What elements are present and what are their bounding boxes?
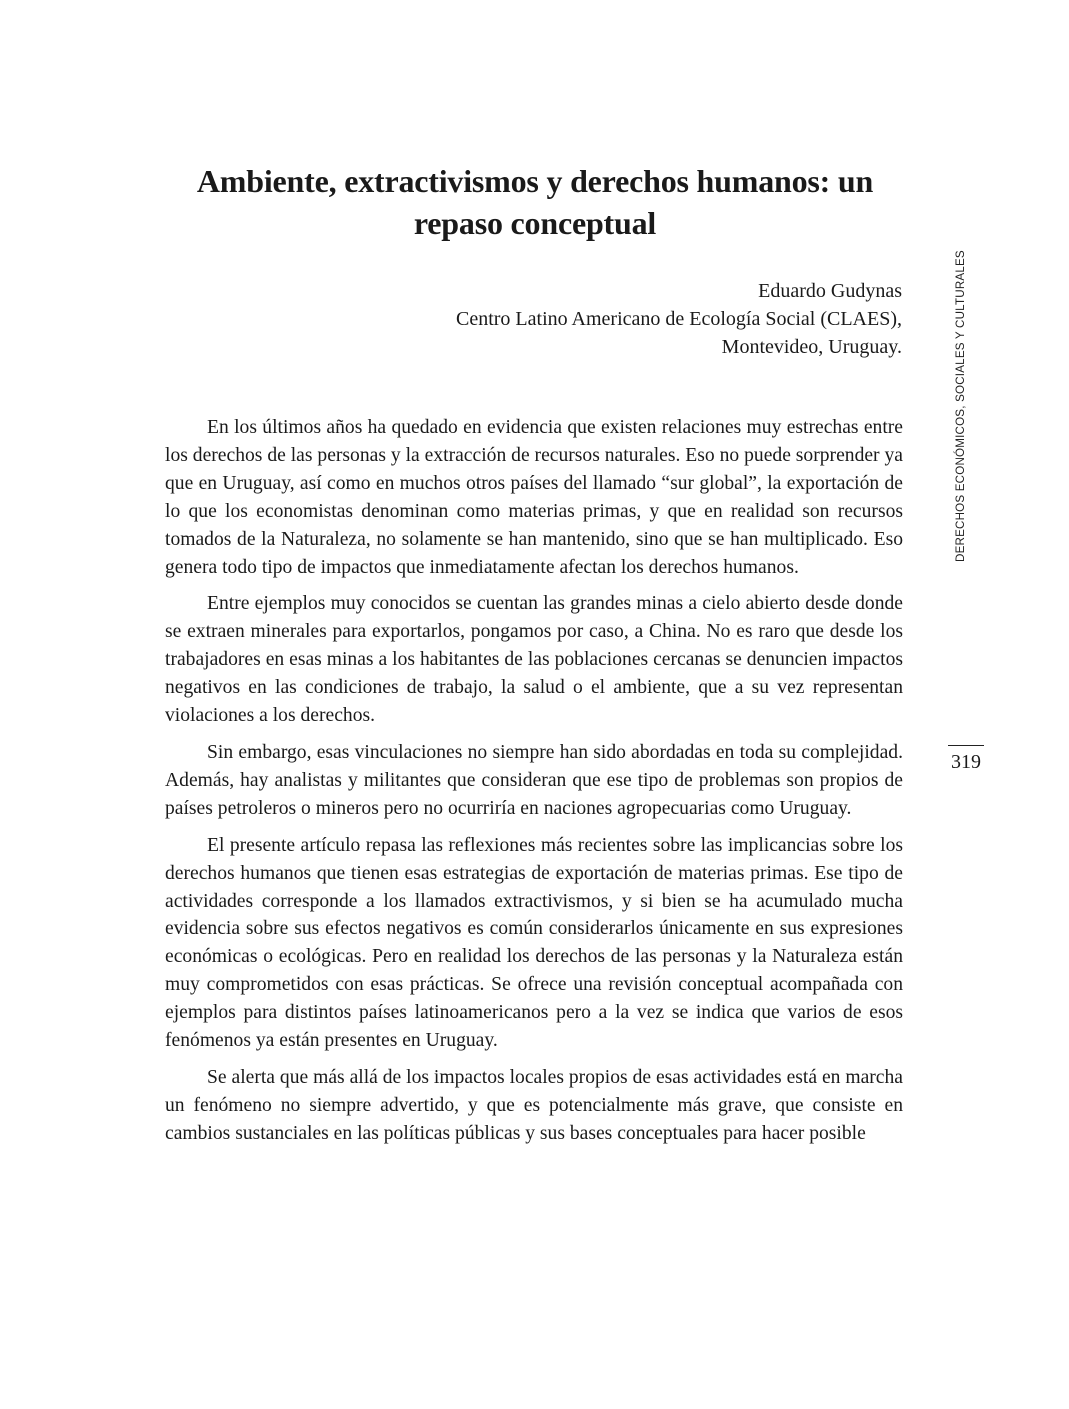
body-paragraph: En los últimos años ha quedado en evidencia que existen relaciones muy estrechas entre los derechos de las personas y la extracción de recursos naturales. Eso no puede sorprender ya que en Uruguay, así como en muchos otros países del llamado “sur global”, la exportación de lo que los economistas denominan como materias primas, y que en realidad son recursos tomados de la Naturaleza, no solamente se han mantenido, sino que se han multiplicado. Eso genera todo tipo de impactos que inmediatamente afectan los derechos humanos. — [165, 417, 903, 578]
body-paragraph: El presente artículo repasa las reflexiones más recientes sobre las implicancias sobre los derechos humanos que tienen esas estrategias de exportación de materias primas. Ese tipo de actividades corresponde a los llamados extractivismos, y si bien se ha acumulado mucha evidencia sobre sus efectos negativos es común considerarlos únicamente en sus expresiones económicas o ecológicas. Pero en realidad los derechos de las personas y la Naturaleza están muy comprometidos con esas prácticas. Se ofrece una revisión conceptual acompañada con ejemplos para distintos países latinoamericanos pero a la vez se indica que varios de esos fenómenos ya están presentes en Uruguay. — [165, 834, 903, 1052]
body-paragraph: Entre ejemplos muy conocidos se cuentan las grandes minas a cielo abierto desde donde se extraen minerales para exportarlos, pongamos por caso, a China. No es raro que desde los trabajadores en esas minas a los habitantes de las poblaciones cercanas se denuncien impactos negativos en las condiciones de trabajo, la salud o el ambiente, que a su vez representan violaciones a los derechos. — [165, 593, 903, 727]
body-paragraph: Se alerta que más allá de los impactos locales propios de esas actividades está en marcha un fenómeno no siempre advertido, y que es potencialmente más grave, que consiste en cambios sustanciales en las políticas públicas y sus bases conceptuales para hacer posible — [165, 1066, 903, 1144]
byline — [360, 277, 902, 361]
article-body — [165, 414, 903, 1157]
page-number-rule — [948, 745, 984, 746]
body-paragraph: Sin embargo, esas vinculaciones no siempre han sido abordadas en toda su complejidad. Además, hay analistas y militantes que consideran que ese tipo de problemas son propios de países petroleros o mineros pero no ocurriría en naciones agropecuarias como Uruguay. — [165, 741, 903, 819]
article-title: Ambiente, extractivismos y derechos humanos: un repaso conceptual — [196, 163, 874, 241]
author-location: Montevideo, Uruguay. — [721, 336, 902, 358]
running-section-label: DERECHOS ECONÓMICOS, SOCIALES Y CULTURALES — [954, 250, 967, 562]
author-name: Eduardo Gudynas — [758, 280, 902, 302]
author-affiliation: Centro Latino Americano de Ecología Social (CLAES), — [456, 308, 902, 330]
page-number: 319 — [951, 751, 981, 773]
